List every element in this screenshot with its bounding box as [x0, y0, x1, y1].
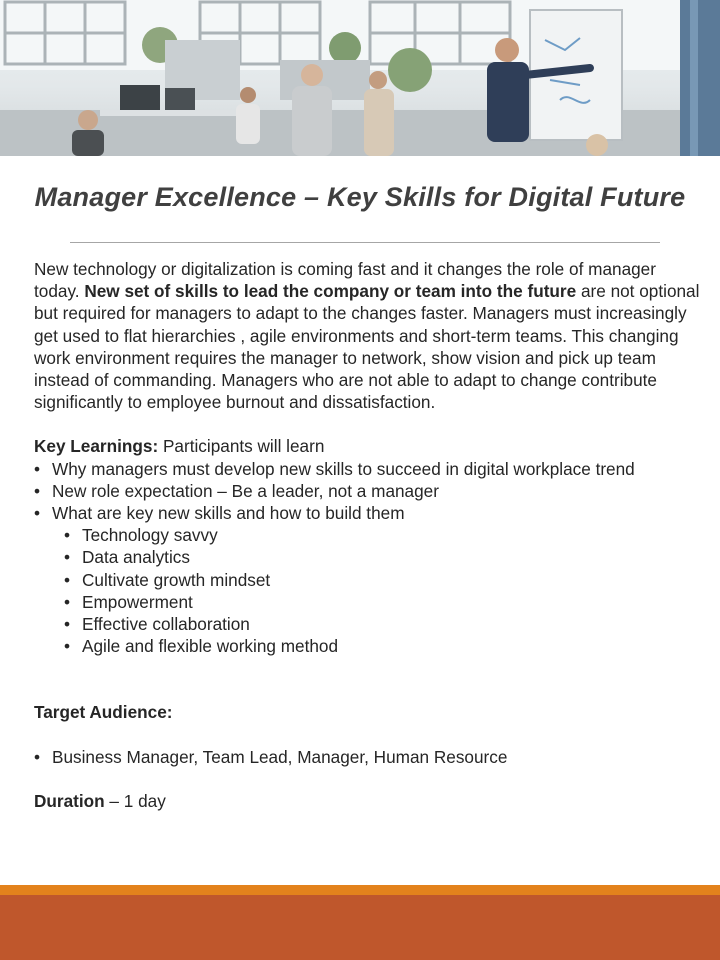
skill-text: Data analytics	[82, 547, 190, 568]
page-title: Manager Excellence – Key Skills for Digital Future	[34, 182, 686, 212]
skill-text: Effective collaboration	[82, 614, 250, 635]
list-item	[34, 480, 704, 502]
skill-list-item	[34, 635, 704, 657]
bullet-icon: •	[64, 547, 71, 568]
learning-item-text: Why managers must develop new skills to succeed in digital workplace trend	[52, 458, 635, 479]
list-item	[34, 746, 704, 768]
key-learnings-label: Key Learnings:	[34, 436, 159, 457]
key-learnings-heading	[34, 435, 704, 457]
bullet-icon: •	[34, 746, 41, 767]
bullet-icon: •	[34, 503, 41, 524]
learning-item-text: New role expectation – Be a leader, not a manager	[52, 480, 439, 501]
bullet-icon: •	[64, 569, 71, 590]
intro-text-2: are not optional but required for managers to adapt to the changes faster. Managers must increasingly get used to flat hierarchies , agile environments and short-term teams. This changing work environment requires the manager to network, show vision and pick up team instead of commanding. Managers who are not able to adapt to change contribute significantly to employee burnout and dissatisfaction.	[34, 281, 700, 413]
header-photo-office-meeting	[0, 0, 720, 156]
office-scene-illustration	[0, 0, 720, 156]
bullet-icon: •	[64, 636, 71, 657]
bullet-icon: •	[64, 591, 71, 612]
skill-list-item	[34, 613, 704, 635]
skill-text: Agile and flexible working method	[82, 636, 339, 657]
bullet-icon: •	[64, 614, 71, 635]
course-description	[34, 258, 704, 812]
skill-list-item	[34, 591, 704, 613]
footer-band	[0, 895, 720, 960]
title-divider	[70, 242, 660, 243]
skill-list-item	[34, 569, 704, 591]
footer-accent-bar	[0, 885, 720, 895]
intro-paragraph	[34, 258, 704, 413]
list-item	[34, 458, 704, 480]
bullet-icon: •	[34, 458, 41, 479]
key-learnings-lead: Participants will learn	[158, 436, 325, 457]
bullet-icon: •	[34, 480, 41, 501]
skill-text: Empowerment	[82, 591, 193, 612]
skill-list-item	[34, 546, 704, 568]
audience-text: Business Manager, Team Lead, Manager, Human Resource	[52, 746, 508, 767]
intro-text-1: New technology or digitalization is coming fast and it changes the role of manager today.	[34, 259, 656, 302]
target-audience-heading: Target Audience:	[34, 702, 173, 723]
skill-list-item	[34, 524, 704, 546]
skill-text: Technology savvy	[82, 525, 218, 546]
learning-item-text: What are key new skills and how to build them	[52, 503, 405, 524]
intro-bold-text: New set of skills to lead the company or team into the future	[84, 281, 577, 302]
duration-value: – 1 day	[104, 790, 166, 811]
skill-text: Cultivate growth mindset	[82, 569, 271, 590]
bullet-icon: •	[64, 525, 71, 546]
list-item	[34, 502, 704, 524]
duration-label: Duration	[34, 790, 105, 811]
duration-line	[34, 790, 704, 812]
